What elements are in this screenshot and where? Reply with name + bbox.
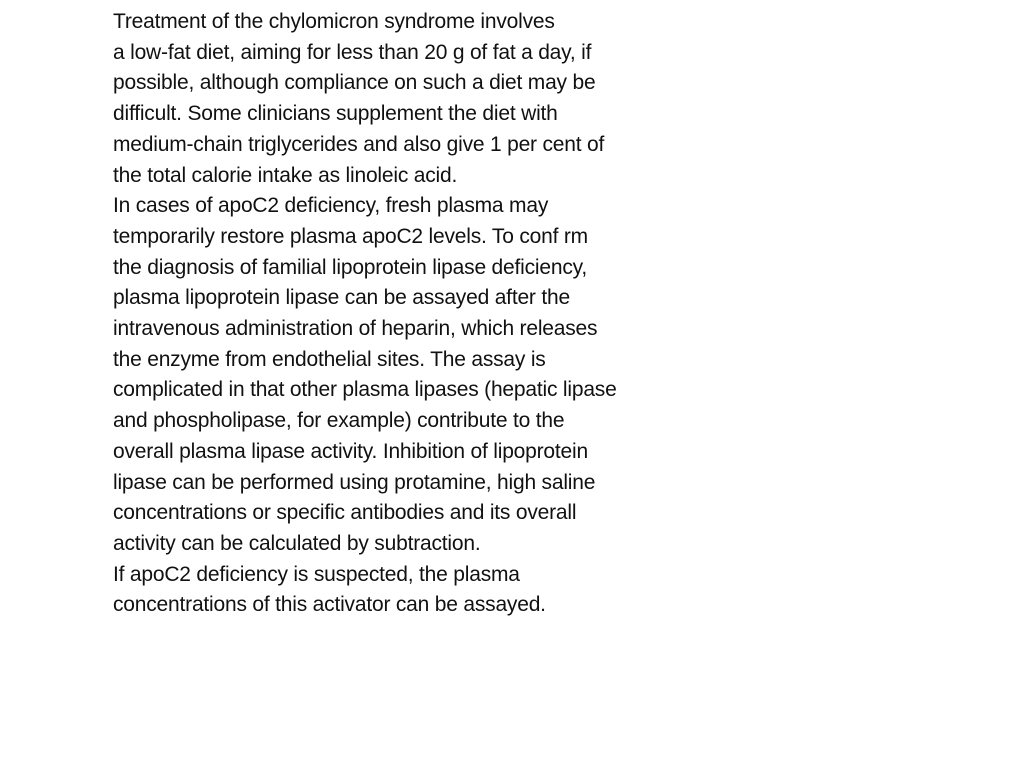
text-line: intravenous administration of heparin, which releases	[113, 317, 598, 341]
text-line: difficult. Some clinicians supplement the diet with	[113, 102, 558, 126]
text-line: lipase can be performed using protamine, high saline	[113, 470, 596, 494]
text-line: the diagnosis of familial lipoprotein lipase deficiency,	[113, 255, 588, 279]
text-line: plasma lipoprotein lipase can be assayed after the	[113, 286, 570, 310]
text-line: complicated in that other plasma lipases (hepatic lipase	[113, 378, 617, 402]
text-line: activity can be calculated by subtraction.	[113, 531, 481, 555]
text-line: medium-chain triglycerides and also give 1 per cent of	[113, 132, 605, 156]
text-line: concentrations or specific antibodies and its overall	[113, 501, 577, 525]
text-line: and phospholipase, for example) contribute to the	[113, 409, 565, 433]
text-line: concentrations of this activator can be assayed.	[113, 593, 546, 617]
text-line: temporarily restore plasma apoC2 levels. To conf rm	[113, 224, 588, 248]
text-line: possible, although compliance on such a diet may be	[113, 71, 596, 95]
text-line: the enzyme from endothelial sites. The assay is	[113, 347, 546, 371]
text-line: a low-fat diet, aiming for less than 20 g of fat a day, if	[113, 40, 592, 64]
text-line: Treatment of the chylomicron syndrome involves	[113, 10, 555, 33]
text-line: If apoC2 deficiency is suspected, the plasma	[113, 562, 520, 586]
text-line: the total calorie intake as linoleic acid.	[113, 163, 458, 187]
text-line: overall plasma lipase activity. Inhibition of lipoprotein	[113, 439, 588, 463]
body-text	[113, 7, 713, 621]
text-line: In cases of apoC2 deficiency, fresh plasma may	[113, 194, 549, 218]
